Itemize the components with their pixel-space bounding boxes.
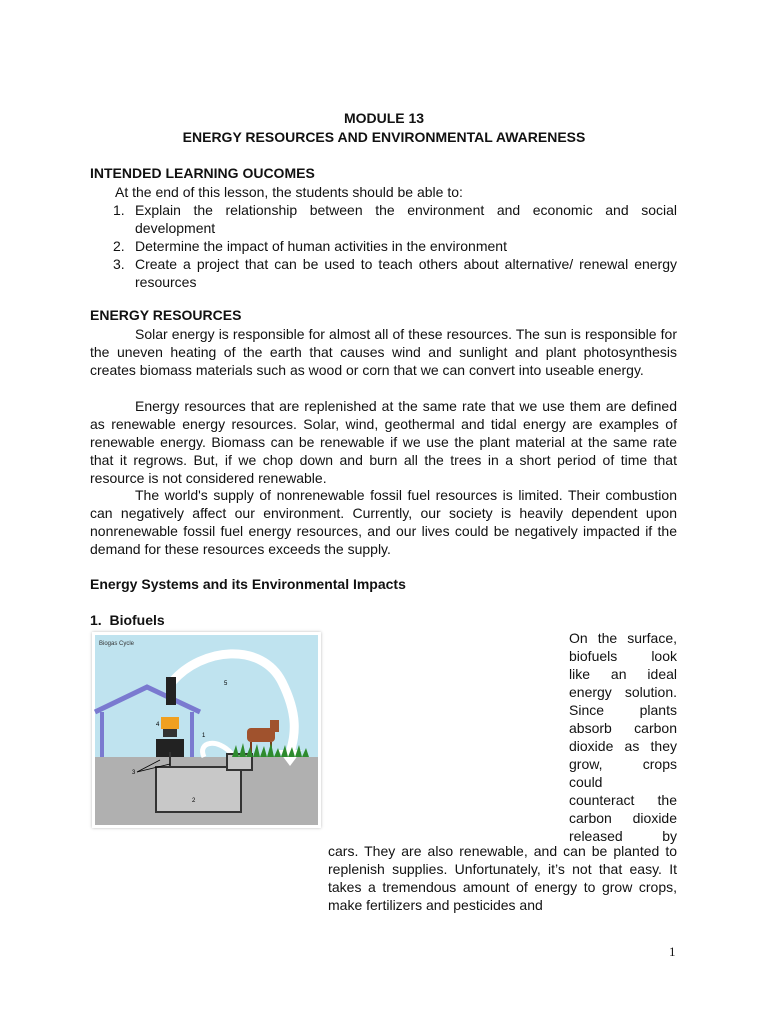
side-line: released by: [569, 828, 677, 844]
side-line: Since plants: [569, 702, 677, 718]
module-number: MODULE 13: [343, 110, 425, 126]
side-line: dioxide as they: [569, 738, 677, 754]
outcome-number: 1.: [113, 202, 125, 218]
side-line: grow, crops: [569, 756, 677, 772]
side-line: biofuels look: [569, 648, 677, 664]
energy-paragraph-1: Solar energy is responsible for almost all of these resources. The sun is responsible for the uneven heating of the earth that causes wind and sunlight and plant photosynthesis creates biomass materials such as wood or corn that we can convert into useable energy.: [90, 326, 677, 378]
systems-heading: Energy Systems and its Environmental Impacts: [90, 576, 406, 592]
biofuels-continued-text: cars. They are also renewable, and can be planted to replenish supplies. Unfortunately, it’s not that easy. It takes a tremendous amount of energy to grow crops, make fertilizers and pesticides and: [328, 843, 677, 913]
label-4: 4: [156, 722, 160, 728]
side-line: counteract the: [569, 792, 677, 808]
stove-pipe: [166, 677, 176, 705]
digester-tank: [156, 767, 241, 812]
biofuels-side-text: [569, 629, 677, 845]
stove-flame: [161, 717, 179, 729]
side-line: On the surface,: [569, 630, 677, 646]
energy-paragraph-3: The world's supply of nonrenewable fossil fuel resources is limited. Their combustion can negatively affect our environment. Currently, our society is heavily dependent upon nonrenewable fossil fuel energy resources, and our lives could be negatively impacted if the demand for these resources exceeds the supply.: [90, 487, 677, 557]
energy-heading: ENERGY RESOURCES: [90, 307, 242, 323]
outcomes-heading: INTENDED LEARNING OUCOMES: [90, 165, 315, 181]
outcomes-intro: At the end of this lesson, the students should be able to:: [115, 184, 463, 200]
figure-caption: Biogas Cycle: [99, 641, 135, 647]
outcome-number: 2.: [113, 238, 125, 254]
outcome-text: Explain the relationship between the environment and economic and social development: [135, 202, 677, 236]
side-line: absorb carbon: [569, 720, 677, 736]
outcome-item: [90, 255, 677, 291]
label-2: 2: [192, 798, 196, 804]
module-title: ENERGY RESOURCES AND ENVIRONMENTAL AWARENESS: [182, 129, 586, 145]
side-line: like an ideal: [569, 666, 677, 682]
outcome-item: [90, 237, 677, 255]
energy-paragraph-2: Energy resources that are replenished at the same rate that we use them are defined as renewable energy resources. Solar, wind, geothermal and tidal energy are examples of renewable energy. Biomass can be renewable if we use the plant material at the same rate that it regrows. But, if we chop down and burn all the trees in a short period of time that resource is not considered renewable.: [90, 398, 677, 486]
page-number: 1: [669, 944, 676, 959]
outcomes-list: [90, 201, 677, 291]
side-line: could: [569, 774, 603, 790]
side-line: energy solution.: [569, 684, 677, 700]
label-5: 5: [224, 681, 228, 687]
outcome-text: Determine the impact of human activities in the environment: [135, 238, 507, 254]
outcome-number: 3.: [113, 256, 125, 272]
label-1: 1: [202, 733, 206, 739]
biogas-diagram: [92, 632, 321, 828]
side-line: carbon dioxide: [569, 810, 677, 826]
biofuels-heading: 1. Biofuels: [90, 612, 165, 628]
label-3: 3: [132, 770, 136, 776]
outcome-item: [90, 201, 677, 237]
outcome-text: Create a project that can be used to teach others about alternative/ renewal energy resources: [135, 256, 677, 290]
biogas-cycle-figure: [92, 632, 321, 828]
